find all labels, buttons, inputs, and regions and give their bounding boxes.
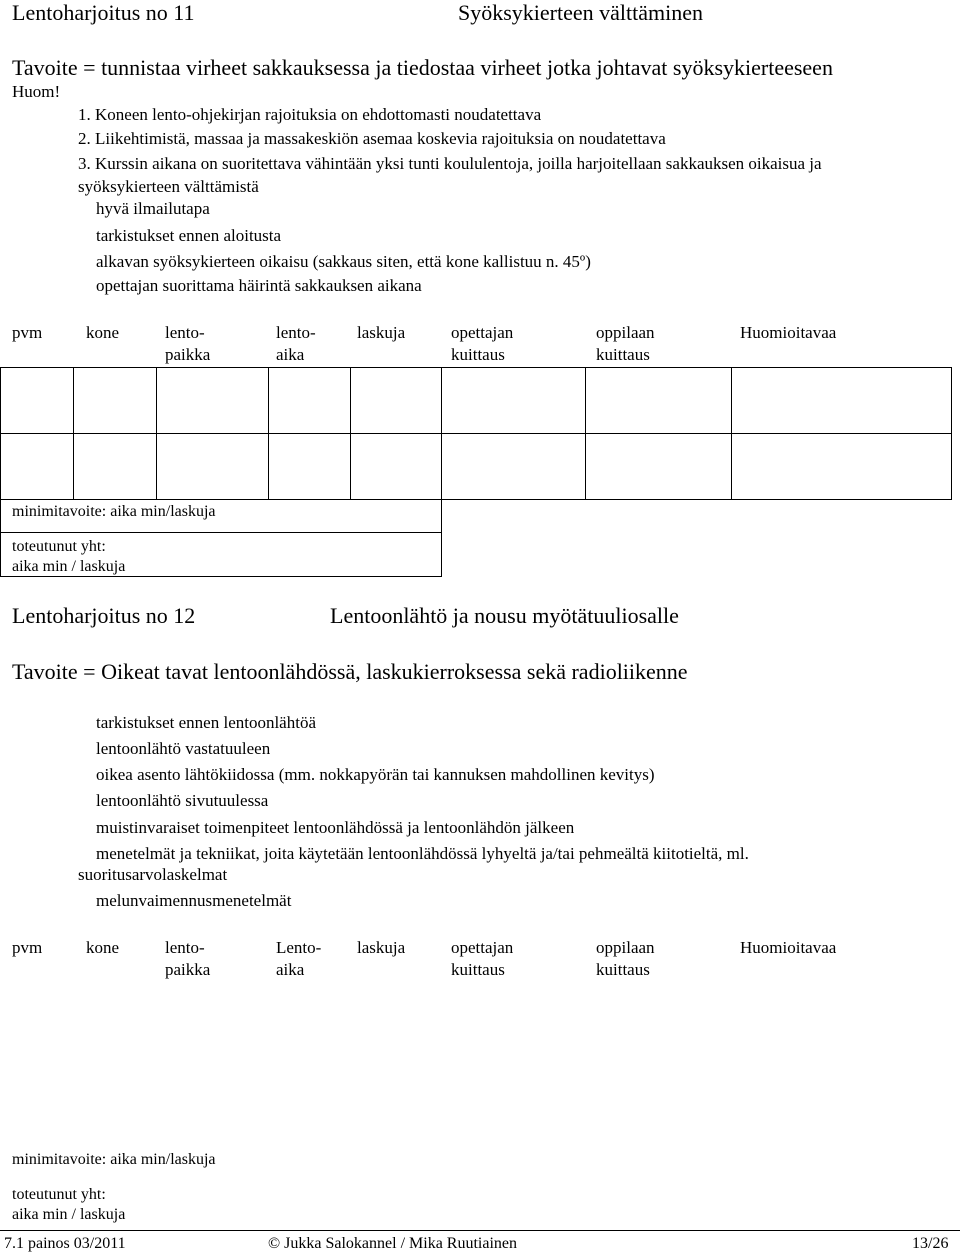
col-header-lentopaikka: lento- paikka	[165, 938, 211, 979]
achieved-total-label: toteutunut yht: aika min / laskuja	[12, 1186, 126, 1223]
footer-authors: © Jukka Salokannel / Mika Ruutiainen	[268, 1235, 518, 1252]
col-header-huomioitavaa: Huomioitavaa	[740, 938, 837, 957]
col-header-oppilaan-kuittaus: oppilaan kuittaus	[596, 938, 655, 979]
min-goal-label: minimitavoite: aika min/laskuja	[12, 503, 216, 520]
min-goal-label: minimitavoite: aika min/laskuja	[12, 1151, 216, 1168]
col-header-lentoaika: Lento- aika	[276, 938, 322, 979]
checklist-item: oikea asento lähtökiidossa (mm. nokkapyörän tai kannuksen mahdollinen kevitys)	[96, 765, 655, 784]
col-header-kone: kone	[86, 323, 120, 342]
exercise-11-goal: Tavoite = tunnistaa virheet sakkauksessa ja tiedostaa virheet jotka johtavat syöksykierteeseen	[12, 55, 833, 80]
checklist-item-continued: suoritusarvolaskelmat	[78, 865, 228, 884]
footer-page-number: 13/26	[912, 1235, 949, 1252]
col-header-kone: kone	[86, 938, 120, 957]
exercise-11-note: Huom!	[12, 82, 61, 101]
checklist-item: hyvä ilmailutapa	[96, 199, 210, 218]
rule-2: 2. Liikehtimistä, massaa ja massakeskiön asemaa koskevia rajoituksia on noudatettava	[78, 129, 666, 148]
rule-1: 1. Koneen lento-ohjekirjan rajoituksia on ehdottomasti noudatettava	[78, 105, 542, 124]
checklist-item: tarkistukset ennen lentoonlähtöä	[96, 713, 316, 732]
checklist-item: alkavan syöksykierteen oikaisu (sakkaus siten, että kone kallistuu n. 45º)	[96, 252, 591, 271]
col-header-opettajan-kuittaus: opettajan kuittaus	[451, 938, 514, 979]
rule-3: 3. Kurssin aikana on suoritettava vähintään yksi tunti koululentoja, joilla harjoitellaan sakkauksen oikaisua ja	[78, 154, 822, 173]
col-header-pvm: pvm	[12, 938, 43, 957]
col-header-laskuja: laskuja	[357, 938, 406, 957]
exercise-12-subtitle: Lentoonlähtö ja nousu myötätuuliosalle	[330, 603, 679, 628]
achieved-total-label: toteutunut yht: aika min / laskuja	[12, 538, 126, 575]
checklist-item: lentoonlähtö vastatuuleen	[96, 739, 271, 758]
exercise-12-title: Lentoharjoitus no 12	[12, 603, 196, 628]
checklist-item: tarkistukset ennen aloitusta	[96, 226, 282, 245]
checklist-item: opettajan suorittama häirintä sakkauksen aikana	[96, 276, 422, 295]
footer-divider	[0, 1230, 960, 1231]
col-header-lentoaika: lento- aika	[276, 323, 316, 364]
footer-edition: 7.1 painos 03/2011	[4, 1235, 126, 1252]
checklist-item: menetelmät ja tekniikat, joita käytetään lentoonlähdössä lyhyeltä ja/tai pehmeältä kiitotieltä, ml.	[96, 844, 749, 863]
checklist-item: melunvaimennusmenetelmät	[96, 891, 292, 910]
rule-3-continued: syöksykierteen välttämistä	[78, 177, 259, 196]
checklist-item: muistinvaraiset toimenpiteet lentoonlähdössä ja lentoonlähdön jälkeen	[96, 818, 575, 837]
col-header-lentopaikka: lento- paikka	[165, 323, 211, 364]
exercise-11-subtitle: Syöksykierteen välttäminen	[458, 0, 703, 25]
exercise-12-goal: Tavoite = Oikeat tavat lentoonlähdössä, laskukierroksessa sekä radioliikenne	[12, 659, 688, 684]
col-header-opettajan-kuittaus: opettajan kuittaus	[451, 323, 514, 364]
col-header-huomioitavaa: Huomioitavaa	[740, 323, 837, 342]
col-header-laskuja: laskuja	[357, 323, 406, 342]
col-header-pvm: pvm	[12, 323, 43, 342]
exercise-11-title: Lentoharjoitus no 11	[12, 0, 195, 25]
col-header-oppilaan-kuittaus: oppilaan kuittaus	[596, 323, 655, 364]
checklist-item: lentoonlähtö sivutuulessa	[96, 791, 269, 810]
